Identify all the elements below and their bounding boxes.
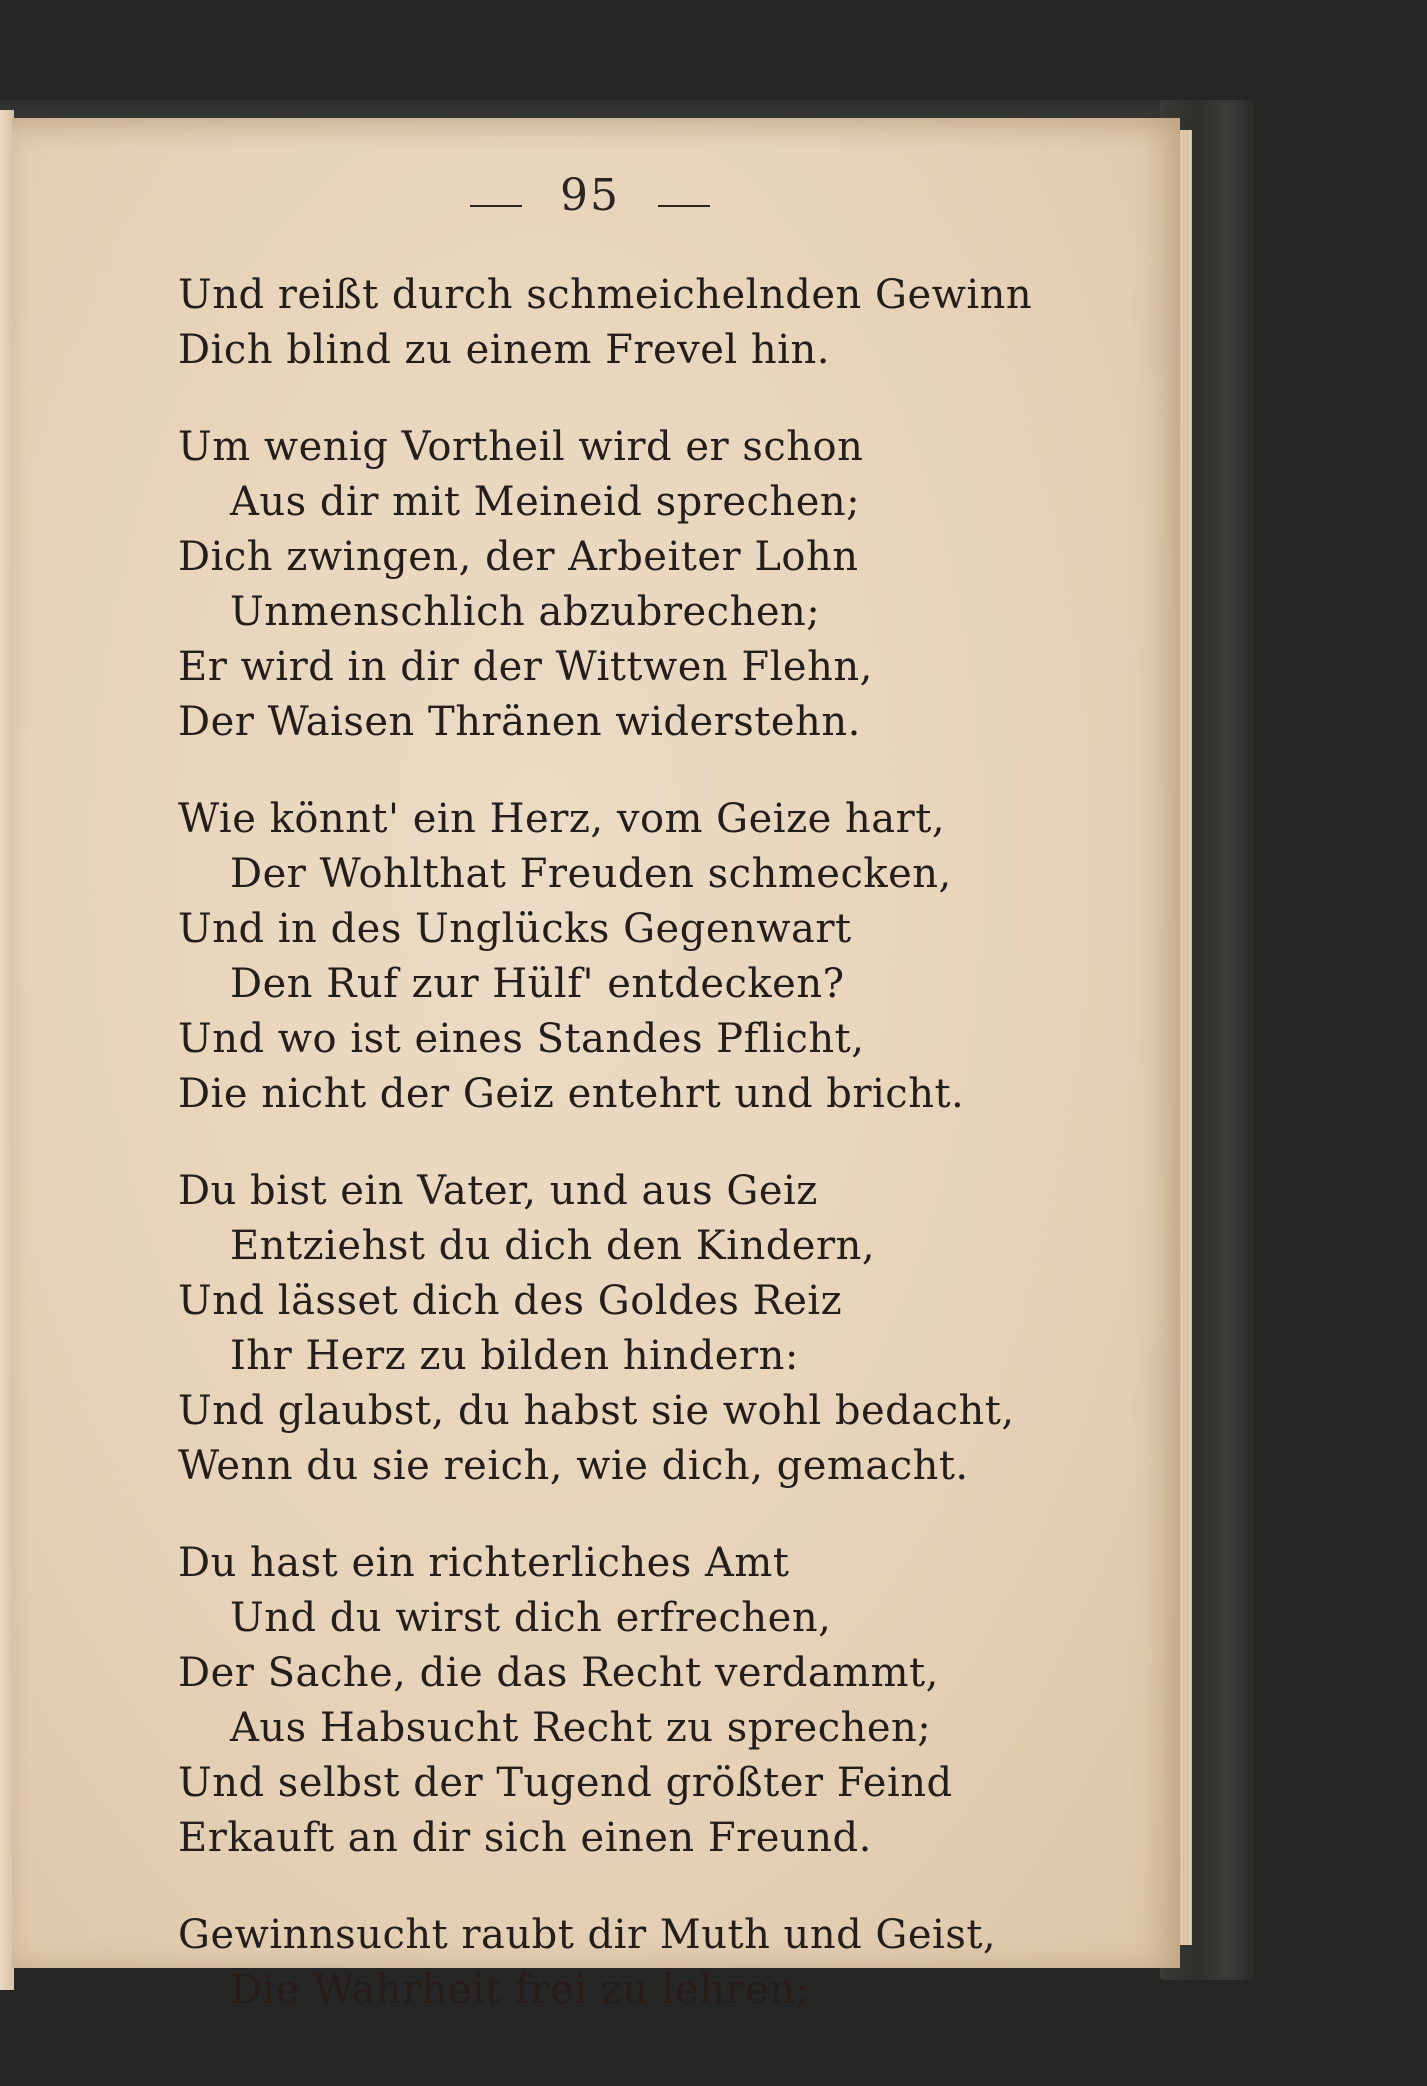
stanza bbox=[178, 1908, 1098, 2018]
poem-line: Gewinnsucht raubt dir Muth und Geist, bbox=[178, 1912, 997, 1958]
poem-line: Und selbst der Tugend größter Feind bbox=[178, 1760, 953, 1806]
poem-line: Erkauft an dir sich einen Freund. bbox=[178, 1815, 872, 1861]
poem-line: Und reißt durch schmeichelnden Gewinn bbox=[178, 272, 1033, 318]
stanza bbox=[178, 268, 1098, 378]
poem-line: Ihr Herz zu bilden hindern: bbox=[230, 1333, 799, 1379]
poem-line: Er wird in dir der Wittwen Flehn, bbox=[178, 644, 873, 690]
header-dash-left bbox=[470, 205, 522, 207]
poem-line: Unmenschlich abzubrechen; bbox=[230, 589, 821, 635]
poem-line: Wenn du sie reich, wie dich, gemacht. bbox=[178, 1443, 969, 1489]
poem-body bbox=[178, 268, 1098, 2060]
poem-line: Und lässet dich des Goldes Reiz bbox=[178, 1278, 843, 1324]
poem-line: Und wo ist eines Standes Pflicht, bbox=[178, 1016, 865, 1062]
poem-line: Entziehst du dich den Kindern, bbox=[230, 1223, 876, 1269]
stanza bbox=[178, 1536, 1098, 1866]
poem-line: Dich zwingen, der Arbeiter Lohn bbox=[178, 534, 859, 580]
poem-line: Den Ruf zur Hülf' entdecken? bbox=[230, 961, 845, 1007]
poem-line: Die nicht der Geiz entehrt und bricht. bbox=[178, 1071, 965, 1117]
poem-line: Um wenig Vortheil wird er schon bbox=[178, 424, 864, 470]
stanza bbox=[178, 420, 1098, 750]
poem-line: Und in des Unglücks Gegenwart bbox=[178, 906, 852, 952]
poem-line: Der Wohlthat Freuden schmecken, bbox=[230, 851, 952, 897]
poem-line: Der Waisen Thränen widerstehn. bbox=[178, 699, 861, 745]
poem-line: Dich blind zu einem Frevel hin. bbox=[178, 327, 830, 373]
header-dash-right bbox=[658, 205, 710, 207]
poem-line: Der Sache, die das Recht verdammt, bbox=[178, 1650, 939, 1696]
poem-line: Und glaubst, du habst sie wohl bedacht, bbox=[178, 1388, 1015, 1434]
poem-line: Die Wahrheit frei zu lehren; bbox=[230, 1967, 810, 2013]
poem-line: Wie könnt' ein Herz, vom Geize hart, bbox=[178, 796, 946, 842]
stanza bbox=[178, 792, 1098, 1122]
stanza bbox=[178, 1164, 1098, 1494]
poem-line: Du hast ein richterliches Amt bbox=[178, 1540, 790, 1586]
page-number: 95 bbox=[560, 170, 620, 221]
poem-line: Aus dir mit Meineid sprechen; bbox=[230, 479, 861, 525]
poem-line: Du bist ein Vater, und aus Geiz bbox=[178, 1168, 818, 1214]
poem-line: Und du wirst dich erfrechen, bbox=[230, 1595, 832, 1641]
page-header bbox=[0, 170, 1180, 221]
poem-line: Aus Habsucht Recht zu sprechen; bbox=[230, 1705, 932, 1751]
